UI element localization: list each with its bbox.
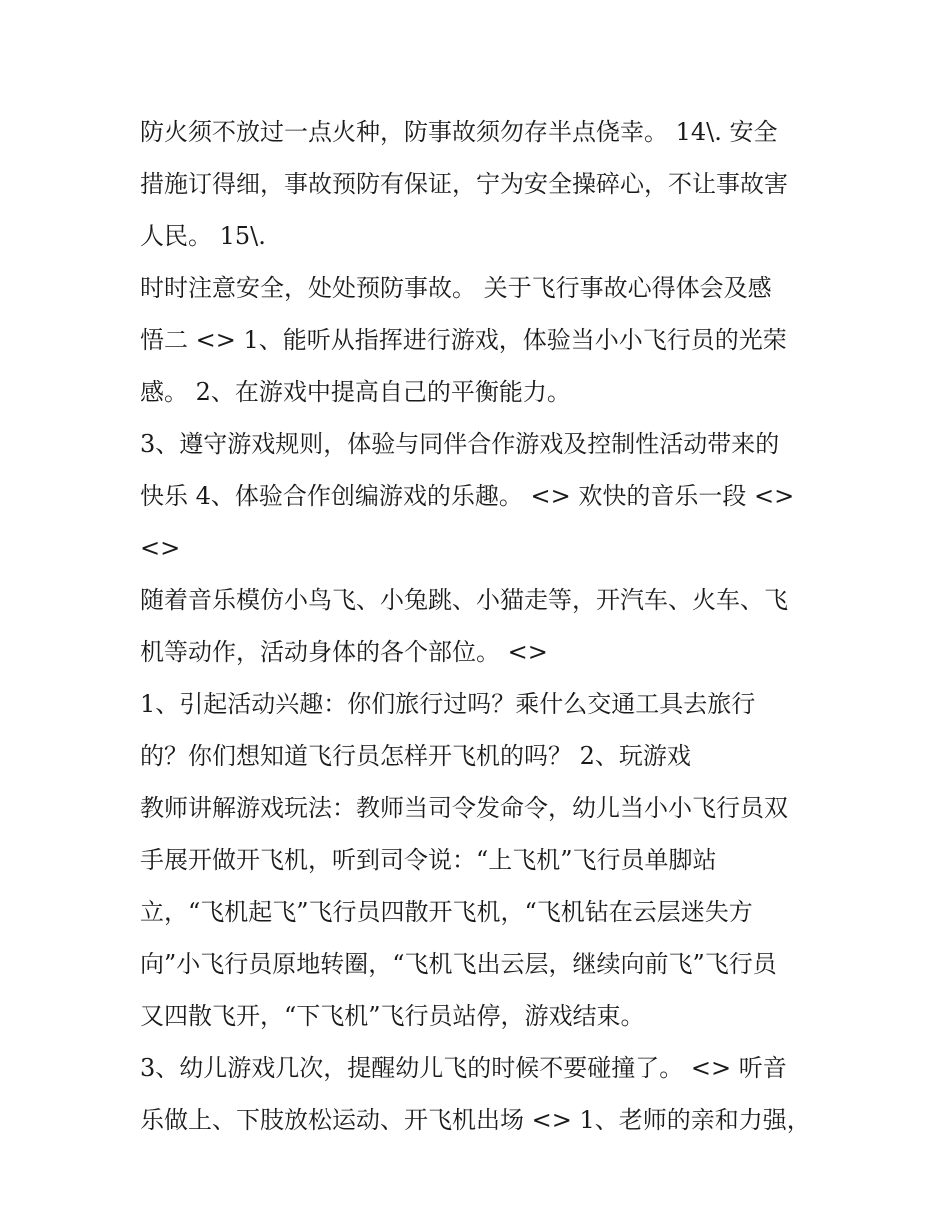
- text-line: 1、引起活动兴趣：你们旅行过吗？乘什么交通工具去旅行: [140, 690, 756, 718]
- text-line: 时时注意安全，处处预防事故。 关于飞行事故心得体会及感: [140, 274, 772, 302]
- text-line: 乐做上、下肢放松运动、开飞机出场 <> 1、老师的亲和力强，: [140, 1106, 811, 1134]
- body-text: [140, 106, 830, 1146]
- text-line: 防火须不放过一点火种，防事故须勿存半点侥幸。 14\. 安全: [140, 118, 778, 146]
- text-line: 3、幼儿游戏几次，提醒幼儿飞的时候不要碰撞了。 <> 听音: [140, 1054, 787, 1082]
- text-line: <>: [140, 534, 181, 562]
- text-line: 人民。 15\.: [140, 222, 266, 250]
- text-line: 悟二 <> 1、能听从指挥进行游戏，体验当小小飞行员的光荣: [140, 326, 787, 354]
- text-line: 3、遵守游戏规则，体验与同伴合作游戏及控制性活动带来的: [140, 430, 780, 458]
- text-line: 感。 2、在游戏中提高自己的平衡能力。: [140, 378, 571, 406]
- text-line: 随着音乐模仿小鸟飞、小兔跳、小猫走等，开汽车、火车、飞: [140, 586, 788, 614]
- text-line: 措施订得细，事故预防有保证，宁为安全操碎心，不让事故害: [140, 170, 788, 198]
- text-line: 立，“飞机起飞”飞行员四散开飞机，“飞机钻在云层迷失方: [140, 898, 753, 926]
- text-line: 机等动作，活动身体的各个部位。 <>: [140, 638, 548, 666]
- text-line: 教师讲解游戏玩法：教师当司令发命令，幼儿当小小飞行员双: [140, 794, 788, 822]
- text-line: 手展开做开飞机，听到司令说：“上飞机”飞行员单脚站: [140, 846, 717, 874]
- text-line: 又四散飞开，“下飞机”飞行员站停，游戏结束。: [140, 1002, 645, 1030]
- text-line: 向”小飞行员原地转圈，“飞机飞出云层，继续向前飞”飞行员: [140, 950, 777, 978]
- text-line: 快乐 4、体验合作创编游戏的乐趣。 <> 欢快的音乐一段 <>: [140, 482, 795, 510]
- text-line: 的？你们想知道飞行员怎样开飞机的吗？ 2、玩游戏: [140, 742, 691, 770]
